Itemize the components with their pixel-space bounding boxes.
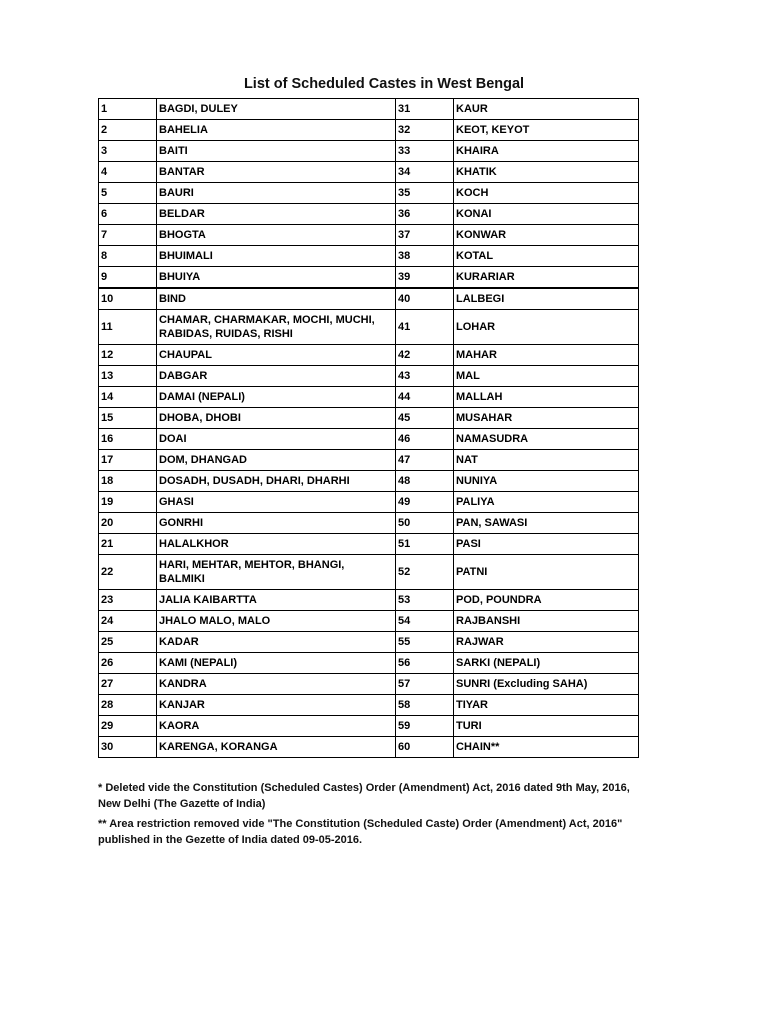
caste-name-left: BAGDI, DULEY (157, 99, 396, 120)
serial-right: 55 (396, 632, 454, 653)
table-row (99, 288, 639, 310)
caste-name-left: BHUIYA (157, 267, 396, 289)
table-row (99, 141, 639, 162)
caste-name-right: PAN, SAWASI (454, 513, 639, 534)
table-row (99, 225, 639, 246)
serial-left: 27 (99, 674, 157, 695)
caste-name-right: PASI (454, 534, 639, 555)
table-row (99, 99, 639, 120)
caste-name-right: MAL (454, 366, 639, 387)
table-row (99, 653, 639, 674)
table-body (99, 99, 639, 758)
serial-right: 48 (396, 471, 454, 492)
serial-right: 50 (396, 513, 454, 534)
caste-name-left: BIND (157, 288, 396, 310)
caste-name-left: GONRHI (157, 513, 396, 534)
caste-name-right: MAHAR (454, 345, 639, 366)
table-row (99, 267, 639, 289)
caste-name-right: KONWAR (454, 225, 639, 246)
table-row (99, 120, 639, 141)
footnote-1: * Deleted vide the Constitution (Scheduled Castes) Order (Amendment) Act, 2016 dated 9th May, 2016, New Delhi (The Gazette of India) (98, 782, 630, 810)
serial-right: 41 (396, 310, 454, 345)
table-row (99, 737, 639, 758)
table-row (99, 310, 639, 345)
caste-name-left: BAHELIA (157, 120, 396, 141)
table-row (99, 471, 639, 492)
footnote-2: ** Area restriction removed vide "The Constitution (Scheduled Caste) Order (Amendment) Act, 2016" published in the Gezette of India dated 09-05-2016. (98, 818, 623, 846)
table-row (99, 366, 639, 387)
caste-name-left: BHUIMALI (157, 246, 396, 267)
table-row (99, 555, 639, 590)
table-row (99, 246, 639, 267)
serial-right: 31 (396, 99, 454, 120)
caste-name-left: CHAUPAL (157, 345, 396, 366)
caste-name-right: NAT (454, 450, 639, 471)
caste-name-right: MALLAH (454, 387, 639, 408)
table-row (99, 695, 639, 716)
caste-name-right: SARKI (NEPALI) (454, 653, 639, 674)
table-row (99, 387, 639, 408)
caste-name-right: LALBEGI (454, 288, 639, 310)
serial-right: 46 (396, 429, 454, 450)
caste-name-left: KANDRA (157, 674, 396, 695)
table-row (99, 716, 639, 737)
caste-name-right: PATNI (454, 555, 639, 590)
serial-right: 52 (396, 555, 454, 590)
caste-name-right: PALIYA (454, 492, 639, 513)
caste-name-left: GHASI (157, 492, 396, 513)
table-row (99, 492, 639, 513)
serial-left: 2 (99, 120, 157, 141)
caste-name-right: KURARIAR (454, 267, 639, 289)
table-row (99, 590, 639, 611)
serial-left: 7 (99, 225, 157, 246)
table-row (99, 429, 639, 450)
serial-right: 40 (396, 288, 454, 310)
serial-left: 23 (99, 590, 157, 611)
caste-name-left: DOSADH, DUSADH, DHARI, DHARHI (157, 471, 396, 492)
serial-left: 9 (99, 267, 157, 289)
caste-name-left: JALIA KAIBARTTA (157, 590, 396, 611)
caste-name-left: JHALO MALO, MALO (157, 611, 396, 632)
serial-right: 38 (396, 246, 454, 267)
caste-name-left: DAMAI (NEPALI) (157, 387, 396, 408)
caste-name-left: KAMI (NEPALI) (157, 653, 396, 674)
serial-left: 15 (99, 408, 157, 429)
caste-name-left: KARENGA, KORANGA (157, 737, 396, 758)
caste-name-right: TURI (454, 716, 639, 737)
caste-name-left: KANJAR (157, 695, 396, 716)
serial-left: 22 (99, 555, 157, 590)
serial-right: 42 (396, 345, 454, 366)
serial-right: 34 (396, 162, 454, 183)
serial-right: 54 (396, 611, 454, 632)
serial-left: 1 (99, 99, 157, 120)
table-row (99, 345, 639, 366)
serial-right: 36 (396, 204, 454, 225)
document-title: List of Scheduled Castes in West Bengal (243, 76, 525, 92)
serial-left: 30 (99, 737, 157, 758)
caste-name-right: KOCH (454, 183, 639, 204)
caste-name-right: POD, POUNDRA (454, 590, 639, 611)
serial-left: 8 (99, 246, 157, 267)
caste-name-right: NAMASUDRA (454, 429, 639, 450)
caste-name-left: BANTAR (157, 162, 396, 183)
serial-right: 44 (396, 387, 454, 408)
caste-name-left: HALALKHOR (157, 534, 396, 555)
caste-name-right: LOHAR (454, 310, 639, 345)
caste-name-right: TIYAR (454, 695, 639, 716)
serial-right: 59 (396, 716, 454, 737)
table-row (99, 162, 639, 183)
caste-name-right: NUNIYA (454, 471, 639, 492)
serial-left: 10 (99, 288, 157, 310)
caste-name-left: HARI, MEHTAR, MEHTOR, BHANGI, BALMIKI (157, 555, 396, 590)
serial-left: 5 (99, 183, 157, 204)
serial-right: 47 (396, 450, 454, 471)
serial-left: 26 (99, 653, 157, 674)
caste-name-right: KHATIK (454, 162, 639, 183)
serial-right: 53 (396, 590, 454, 611)
caste-name-left: DOAI (157, 429, 396, 450)
caste-name-right: MUSAHAR (454, 408, 639, 429)
serial-left: 14 (99, 387, 157, 408)
caste-name-right: CHAIN** (454, 737, 639, 758)
scheduled-castes-table (98, 98, 639, 758)
table-row (99, 183, 639, 204)
serial-right: 49 (396, 492, 454, 513)
serial-left: 28 (99, 695, 157, 716)
serial-right: 51 (396, 534, 454, 555)
serial-left: 19 (99, 492, 157, 513)
table-row (99, 204, 639, 225)
caste-name-left: BAURI (157, 183, 396, 204)
caste-name-left: BELDAR (157, 204, 396, 225)
caste-name-right: KAUR (454, 99, 639, 120)
caste-name-left: KAORA (157, 716, 396, 737)
caste-name-left: KADAR (157, 632, 396, 653)
caste-name-right: KEOT, KEYOT (454, 120, 639, 141)
serial-right: 60 (396, 737, 454, 758)
table-row (99, 513, 639, 534)
serial-left: 20 (99, 513, 157, 534)
caste-name-left: BHOGTA (157, 225, 396, 246)
serial-right: 35 (396, 183, 454, 204)
serial-right: 58 (396, 695, 454, 716)
serial-left: 12 (99, 345, 157, 366)
serial-left: 21 (99, 534, 157, 555)
table-row (99, 408, 639, 429)
caste-name-right: SUNRI (Excluding SAHA) (454, 674, 639, 695)
serial-right: 45 (396, 408, 454, 429)
footnotes (98, 780, 638, 852)
serial-left: 17 (99, 450, 157, 471)
table-row (99, 611, 639, 632)
caste-name-right: KHAIRA (454, 141, 639, 162)
serial-left: 4 (99, 162, 157, 183)
table-row (99, 674, 639, 695)
serial-left: 24 (99, 611, 157, 632)
table-row (99, 534, 639, 555)
caste-name-right: RAJBANSHI (454, 611, 639, 632)
table-row (99, 450, 639, 471)
caste-name-right: KOTAL (454, 246, 639, 267)
serial-right: 57 (396, 674, 454, 695)
serial-right: 56 (396, 653, 454, 674)
serial-right: 39 (396, 267, 454, 289)
caste-name-left: DHOBA, DHOBI (157, 408, 396, 429)
serial-left: 18 (99, 471, 157, 492)
serial-left: 11 (99, 310, 157, 345)
serial-left: 16 (99, 429, 157, 450)
serial-left: 25 (99, 632, 157, 653)
caste-name-right: KONAI (454, 204, 639, 225)
serial-right: 43 (396, 366, 454, 387)
serial-right: 33 (396, 141, 454, 162)
caste-name-left: CHAMAR, CHARMAKAR, MOCHI, MUCHI, RABIDAS, RUIDAS, RISHI (157, 310, 396, 345)
serial-right: 32 (396, 120, 454, 141)
serial-left: 29 (99, 716, 157, 737)
caste-name-left: BAITI (157, 141, 396, 162)
caste-name-left: DABGAR (157, 366, 396, 387)
caste-name-right: RAJWAR (454, 632, 639, 653)
table-row (99, 632, 639, 653)
serial-left: 3 (99, 141, 157, 162)
serial-left: 6 (99, 204, 157, 225)
serial-right: 37 (396, 225, 454, 246)
serial-left: 13 (99, 366, 157, 387)
caste-name-left: DOM, DHANGAD (157, 450, 396, 471)
